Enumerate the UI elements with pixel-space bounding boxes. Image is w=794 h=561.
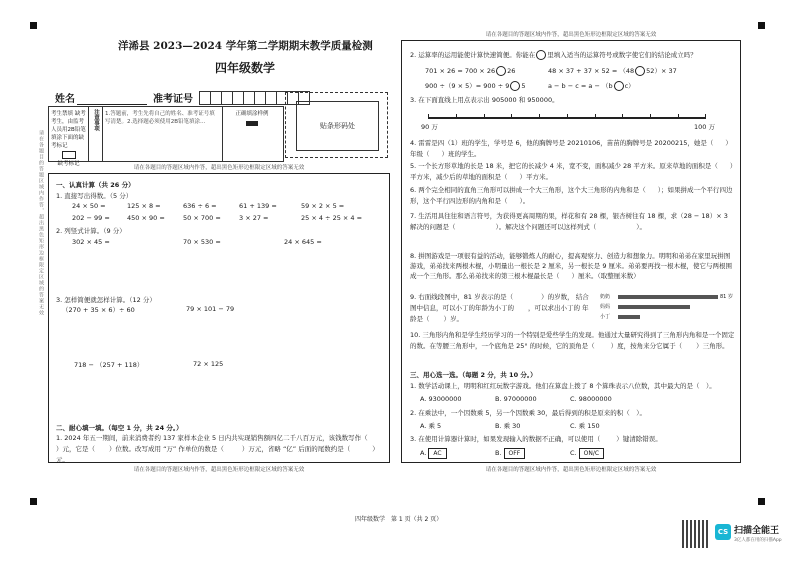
simplify-item: 72 × 125 [193,360,224,368]
choice-question-1: 1. 数学活动课上，明明和红红玩数字游戏。他们在算盘上拨了 8 个算珠表示八位数，其中最大的是（ ）。 [410,382,716,390]
choice-option[interactable]: A. AC [420,448,449,459]
choice-option[interactable]: C. 98000000 [570,395,612,403]
side-note: 请在各题目的答题区域内作答，超出黑色矩形边框限定区域的答案无效 [38,130,44,316]
exam-title: 洋浠县 2023—2024 学年第二学期期末教学质量检测 [118,40,373,52]
fill-question-6: 6. 两个完全相同的直角三角形可以拼成一个大三角形，这个大三角形的内角和是（ ）；如果拼成一个平行四边形，这个平行四边形的内角和是（ ）。 [410,186,733,205]
registration-mark [758,498,765,505]
number-line-right-label: 100 万 [694,123,715,131]
simplify-item: （270 + 35 × 6）÷ 60 [62,306,135,314]
name-field[interactable] [77,93,147,105]
notice-text: 1.答题前，考生先将自己的姓名、准考证号填写清楚。2.选择题必须使用2B铅笔填涂… [103,107,223,161]
vertical-calc-item: 24 × 645 = [284,238,322,246]
answer-circle[interactable] [496,66,506,76]
fill-example: 正确填涂样例 [223,107,281,161]
absent-checkbox[interactable] [62,151,76,159]
scanner-app-logo-icon: CS [715,524,731,540]
registration-mark [758,22,765,29]
calc-item: 125 × 8 = [127,202,161,210]
choice-option[interactable]: C. 乘 150 [570,422,600,430]
fill-question-10: 10. 三角形内角和是学生经历学习的一个特别是爱些学生的发现。他通过大量研究得到了三角形内角和是一个固定的数。在等腰三角形中，一个底角是 25° 的时候，它的顶角是（ ）度，按角来分它属于（ ）三角形。 [410,331,735,350]
bar-xiaoding [618,315,640,319]
simplify-item: 79 × 101 − 79 [186,305,235,313]
choice-option[interactable]: B. 97000000 [495,395,537,403]
fill-question-4: 4. 雷雷是四（1）班的学生，学号是 6，他的胸牌号是 20210106，苗苗的胸牌号是 20200215，她是（ ）年级（ ）班的学生。 [410,139,732,158]
answer-region-band-bottom: 请在各题目的答题区域内作答，超出黑色矩形边框限定区域的答案无效 [133,467,305,473]
number-line-left-label: 90 万 [421,123,438,131]
exam-subtitle: 四年级数学 [215,61,276,75]
qr-code-icon [682,520,710,548]
bar-label: 妈妈 [600,304,611,310]
calc-item: 24 × 50 = [72,202,106,210]
choice-option[interactable]: B. 乘 30 [495,422,521,430]
key-onc-icon: ON/C [579,448,604,459]
fill-question-2: 2. 运算率的运用能使计算快速简便。你能在 里填入适当的运算符号或数字使它们的结论成立吗？ [410,51,697,59]
fill-2-line: 701 × 26 = 700 × 26 26 [425,67,516,75]
scanner-app-name: 扫描全能王 [734,526,780,536]
fill-question-5: 5. 一个长方形草地的长是 18 米，把它的长减少 4 米，宽不变，面积减少 28 平方米。原来草地的面积是（ ）平方米，减少后的草地的面积是（ ）平方米。 [410,162,734,181]
key-ac-icon: AC [428,448,446,459]
fill-2-line: a − b − c = a − （b c） [548,82,635,90]
absent-box: 考生禁填 缺考考生，由监考人员用2B铅笔填涂下面的缺考标记 缺考标记 [49,107,89,161]
scanner-app-tagline: 3亿人都在用的扫描App [734,538,782,543]
calc-item: 3 × 27 = [239,214,269,222]
age-bar-diagram [600,293,734,325]
answer-region-band-top: 请在各题目的答题区域内作答，超出黑色矩形边框限定区域的答案无效 [133,165,305,171]
key-off-icon: OFF [504,448,526,459]
calc-item: 61 + 139 = [239,202,277,210]
calc-item: 202 − 99 = [72,214,110,222]
id-label: 准考证号 [153,94,193,105]
bar-label: 奶奶 [600,294,611,300]
choice-question-2: 2. 在乘法中，一个因数乘 5，另一个因数乘 30，最后得到的积是原来的积（ ）。 [410,409,647,417]
answer-circle[interactable] [635,66,645,76]
bar-mother [618,305,690,309]
choice-option[interactable]: A. 93000000 [420,395,462,403]
question-1-1: 1. 直接写出得数。（5 分） [56,192,133,200]
notice-table [48,106,284,167]
section-2-heading: 二、耐心填一填。（每空 1 分，共 24 分。） [56,424,183,432]
barcode-area [285,92,388,158]
number-line[interactable] [428,117,706,119]
name-id-row [55,90,310,105]
vertical-calc-item: 70 × 530 = [183,238,221,246]
choice-option[interactable]: B. OFF [495,448,527,459]
fill-question-7: 7. 生活用具往往和语言符号，为获得更高周期的果，样花和有 28 棵，银杏树往有 18 棵，求（28 − 18）× 3 解决的问题是（ ）。解决这个问题还可以这样列式（ ）。 [410,212,728,231]
calc-item: 25 × 4 ÷ 25 × 4 = [301,214,363,222]
question-1-3: 3. 怎样简便就怎样计算。（12 分） [56,296,156,304]
registration-mark [30,22,37,29]
choice-question-3: 3. 在使用计算器计算时，如果发现输入的数据不正确，可以使用（ ）键清除错误。 [410,435,662,443]
choice-option[interactable]: A. 乘 5 [420,422,442,430]
question-1-2: 2. 列竖式计算。（9 分） [56,227,126,235]
calc-item: 636 ÷ 6 = [183,202,217,210]
fill-question-9: 9. 右面线段图中，81 岁表示的是（ ）的岁数， 结合图中信息，可以小丁的年龄为小丁的 ，可以求出小丁的 年龄是（ ）岁。 [410,293,589,323]
bar-label: 小丁 [600,314,611,320]
fill-question-8: 8. 拼图游戏是一项很有益的活动，能够锻炼人的耐心，提高观察力、创造力和想象力。明明和弟弟在家里玩拼图游戏，弟弟找来两根木棍，小明量出一根长是 2 厘米，另一根长是 9 厘米。弟弟要再找一根木棍，使它与两根围成一个三角形。那么弟弟找来的第三根木棍最长是（ ）厘米。（取整厘米数） [410,252,733,280]
page-info: 四年级数学 第 1 页（共 2 页） [355,516,443,523]
bar-grandma [618,295,718,299]
section-3-heading: 三、用心选一选。（每题 2 分，共 10 分。） [410,371,537,379]
answer-region-band-top: 请在各题目的答题区域内作答，超出黑色矩形边框限定区域的答案无效 [485,32,657,38]
calc-item: 59 × 2 × 5 = [301,202,345,210]
vertical-calc-item: 302 × 45 = [72,238,110,246]
fill-2-line: 48 × 37 + 37 × 52 = （48 52）× 37 [548,67,677,75]
notice-heading: 注意事项 [89,107,103,161]
fill-question-1: 1. 2024 年五一期间，前来消费者约 137 家样本企业 5 日内共实现销售额四亿二千八百万元，该钱数写作（）元，它是（ ）位数。改写成用 “万” 作单位的数是（ ）万元，省略 “亿” 后面的尾数约是（ ）元。 [56,434,379,464]
name-label: 姓名 [55,94,75,105]
answer-circle[interactable] [510,81,520,91]
section-1-heading: 一、认真计算（共 26 分） [56,181,135,189]
calc-item: 50 × 700 = [183,214,221,222]
fill-question-3: 3. 在下面直线上用点表示出 905000 和 950000。 [410,96,559,104]
answer-circle[interactable] [614,81,624,91]
answer-region-band-bottom: 请在各题目的答题区域内作答，超出黑色矩形边框限定区域的答案无效 [485,467,657,473]
simplify-item: 718 − （257 + 118） [74,361,144,369]
fill-2-line: 900 ÷（9 × 5）= 900 ÷ 9 5 [425,82,526,90]
registration-mark [30,498,37,505]
choice-option[interactable]: C. ON/C [570,448,606,459]
bar-tag: 81 岁 [720,294,733,300]
barcode-label: 贴条形码处 [296,101,379,151]
calc-item: 450 × 90 = [127,214,165,222]
